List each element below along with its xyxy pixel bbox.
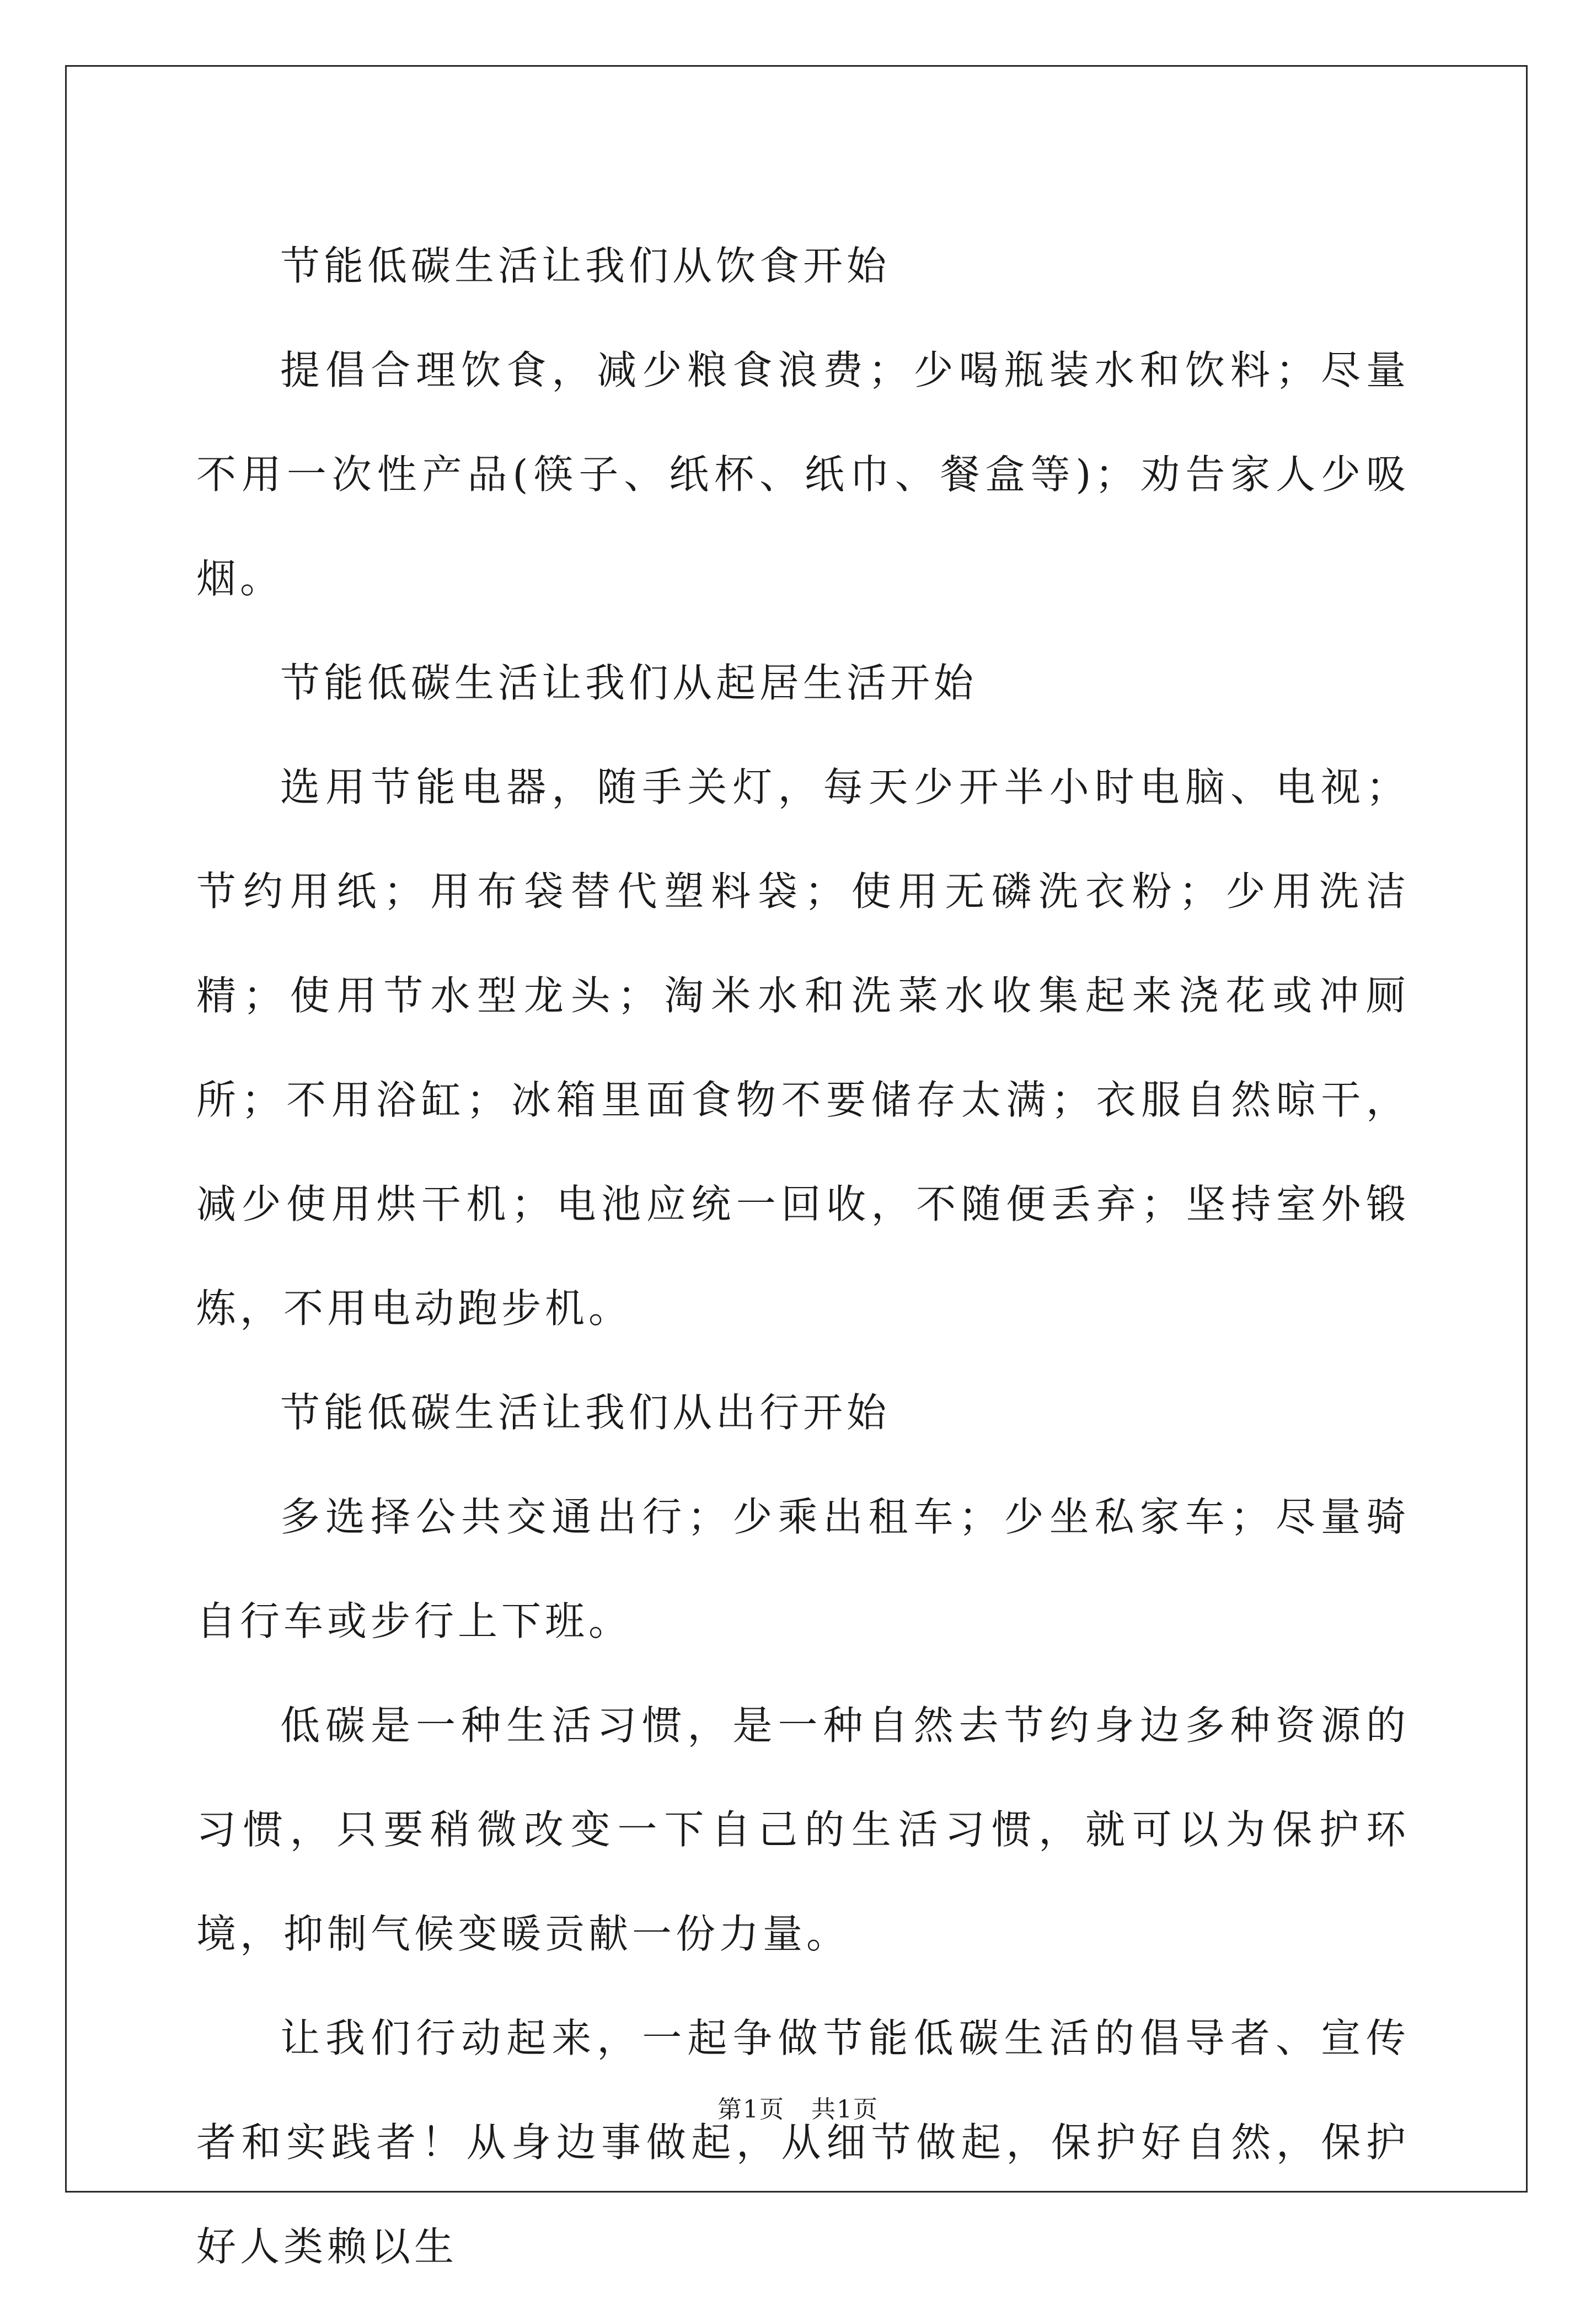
document-body [196,214,1410,2299]
page-total: 共1页 [811,2095,879,2124]
paragraph-low-carbon-habit: 低碳是一种生活习惯，是一种自然去节约身边多种资源的习惯，只要稍微改变一下自己的生活习惯，就可以为保护环境，抑制气候变暖贡献一份力量。 [196,1702,1410,1957]
section-heading-diet: 节能低碳生活让我们从饮食开始 [280,243,891,289]
page-number: 第1页 [717,2095,785,2124]
page-footer [0,2093,1596,2126]
paragraph-travel: 多选择公共交通出行；少乘出租车；少坐私家车；尽量骑自行车或步行上下班。 [196,1494,1410,1644]
section-heading-travel: 节能低碳生活让我们从出行开始 [280,1389,891,1436]
paragraph-call-to-action: 让我们行动起来，一起争做节能低碳生活的倡导者、宣传者和实践者！从身边事做起，从细节做起，保护好自然，保护好人类赖以生 [196,2015,1410,2270]
paragraph-diet: 提倡合理饮食，减少粮食浪费；少喝瓶装水和饮料；尽量不用一次性产品(筷子、纸杯、纸巾、餐盒等)；劝告家人少吸烟。 [196,347,1410,602]
paragraph-home: 选用节能电器，随手关灯，每天少开半小时电脑、电视；节约用纸；用布袋替代塑料袋；使用无磷洗衣粉；少用洗洁精；使用节水型龙头；淘米水和洗菜水收集起来浇花或冲厕所；不用浴缸；冰箱里面食物不要储存太满；衣服自然晾干，减少使用烘干机；电池应统一回收，不随便丢弃；坚持室外锻炼，不用电动跑步机。 [196,764,1410,1332]
section-heading-home: 节能低碳生活让我们从起居生活开始 [280,660,978,706]
